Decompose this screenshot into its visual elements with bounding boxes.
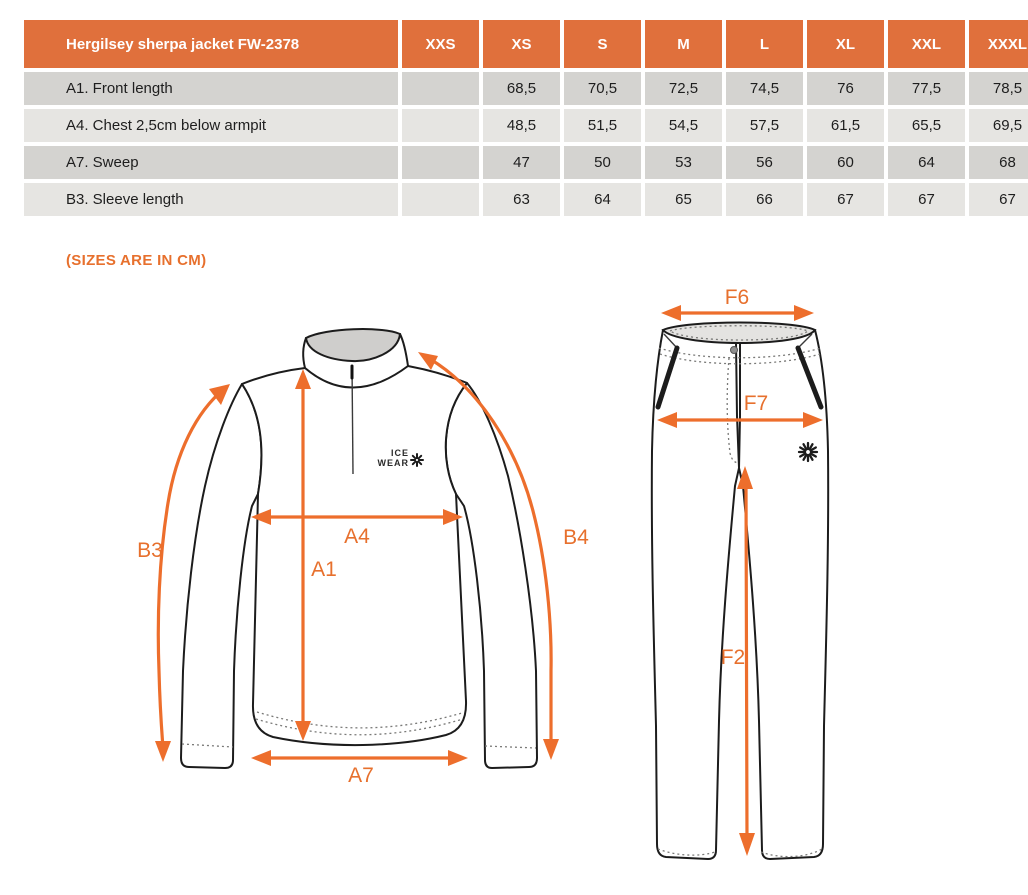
size-column-header-l: L [726,20,803,68]
measure-label-f7: F7 [743,392,769,415]
row-label: B3. Sleeve length [24,183,398,216]
cell-value: 68,5 [483,72,560,105]
measure-label-a7: A7 [348,764,374,787]
cell-value: 65,5 [888,109,965,142]
jacket-body [242,366,467,745]
sizes-note: (SIZES ARE IN CM) [66,252,207,269]
brand-text-ice: ICE [390,448,409,458]
size-column-header-xxl: XXL [888,20,965,68]
brand-text-wear: WEAR [377,458,409,468]
cell-value: 47 [483,146,560,179]
jacket-left-sleeve [181,384,261,768]
cell-value: 61,5 [807,109,884,142]
cell-value: 48,5 [483,109,560,142]
size-column-header-xs: XS [483,20,560,68]
cell-value: 64 [888,146,965,179]
pants-drawing [652,286,828,859]
cell-value: 51,5 [564,109,641,142]
cell-value: 65 [645,183,722,216]
row-label: A4. Chest 2,5cm below armpit [24,109,398,142]
measure-label-f2: F2 [720,646,746,669]
size-column-header-xl: XL [807,20,884,68]
cell-value: 70,5 [564,72,641,105]
collar-right-edge [400,334,408,366]
measure-label-b4: B4 [563,526,589,549]
size-column-header-s: S [564,20,641,68]
cell-value: 60 [807,146,884,179]
measurement-diagrams [0,16,1028,895]
row-label: A7. Sweep [24,146,398,179]
cell-value: 67 [807,183,884,216]
cell-value: 74,5 [726,72,803,105]
cell-value: 63 [483,183,560,216]
pants-left-leg [652,330,739,859]
collar-opening [306,329,400,361]
cell-value: 78,5 [969,72,1028,105]
measure-label-a4: A4 [344,525,370,548]
zipper-line [352,365,353,474]
cell-value: 68 [969,146,1028,179]
waist-button [731,347,738,354]
measure-label-a1: A1 [311,558,337,581]
size-column-header-xxxl: XXXL [969,20,1028,68]
cell-value: 57,5 [726,109,803,142]
cell-value: 50 [564,146,641,179]
cell-value: 53 [645,146,722,179]
cell-value: 67 [969,183,1028,216]
jacket-drawing [137,329,589,787]
cell-value: 67 [888,183,965,216]
product-title: Hergilsey sherpa jacket FW-2378 [24,20,398,68]
cell-value: 72,5 [645,72,722,105]
cell-value: 76 [807,72,884,105]
measure-label-f6: F6 [724,286,750,309]
cell-value: 69,5 [969,109,1028,142]
cell-value: 54,5 [645,109,722,142]
cell-value: 64 [564,183,641,216]
measure-arrow-a7 [251,750,468,787]
measure-label-b3: B3 [137,539,163,562]
row-label: A1. Front length [24,72,398,105]
size-column-header-xxs: XXS [402,20,479,68]
collar-left-edge [303,338,306,368]
size-column-header-m: M [645,20,722,68]
cell-value: 77,5 [888,72,965,105]
measure-arrow-f6 [661,286,814,321]
cell-value: 56 [726,146,803,179]
cell-value: 66 [726,183,803,216]
